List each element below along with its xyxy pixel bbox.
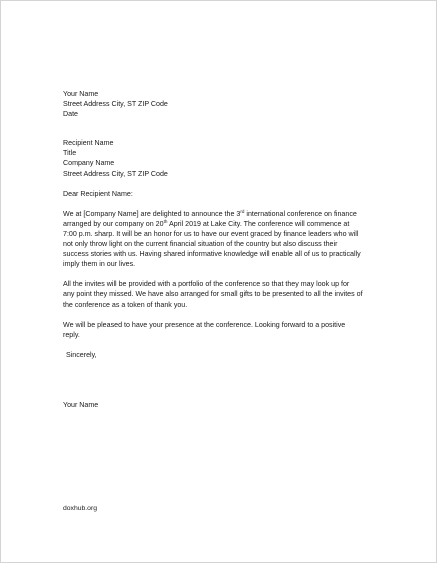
letter-date: Date <box>63 110 78 119</box>
signature-name: Your Name <box>63 400 99 409</box>
paragraph-line: success stories with us. Having shared informative knowledge will enable all of us to practically <box>63 250 361 259</box>
paragraph-line: any point they missed. We have also arranged for small gifts to be presented to all the invites of <box>63 290 363 299</box>
recipient-block <box>63 138 388 178</box>
closing <box>63 350 388 360</box>
paragraph-line: All the invites will be provided with a portfolio of the conference so that they may look up for <box>63 280 350 289</box>
salutation-text: Dear Recipient Name: <box>63 189 133 198</box>
paragraph-line: not only throw light on the current financial situation of the country but also discuss their <box>63 240 338 249</box>
footer-watermark <box>63 504 97 513</box>
sender-address: Street Address City, ST ZIP Code <box>63 100 168 109</box>
recipient-title: Title <box>63 149 77 158</box>
salutation <box>63 189 388 199</box>
paragraph-line: We will be pleased to have your presence at the conference. Looking forward to a positive <box>63 320 346 329</box>
recipient-name: Recipient Name <box>63 139 114 148</box>
body-paragraph-1 <box>63 209 388 270</box>
paragraph-line: We at [Company Name] are delighted to announce the 3rd international conference on finance <box>63 208 357 218</box>
recipient-company: Company Name <box>63 159 115 168</box>
closing-text: Sincerely, <box>66 350 97 359</box>
body-paragraph-2 <box>63 279 388 309</box>
paragraph-line: arranged by our company on 20th April 2019 at Lake City. The conference will commence at <box>63 218 350 228</box>
paragraph-line: the conference as a token of thank you. <box>63 300 188 309</box>
footer-text: doxhub.org <box>63 505 98 512</box>
paragraph-line: 7:00 p.m. sharp. It will be an honor for us to have our event graced by finance leaders who will <box>63 229 359 238</box>
body-paragraph-3 <box>63 320 388 340</box>
sender-block <box>63 89 388 119</box>
paragraph-line: reply. <box>63 330 80 339</box>
letter-content <box>63 89 388 410</box>
recipient-address: Street Address City, ST ZIP Code <box>63 169 168 178</box>
sender-name: Your Name <box>63 90 99 98</box>
paragraph-line: imply them in our lives. <box>63 260 136 269</box>
signature-block <box>63 400 388 410</box>
